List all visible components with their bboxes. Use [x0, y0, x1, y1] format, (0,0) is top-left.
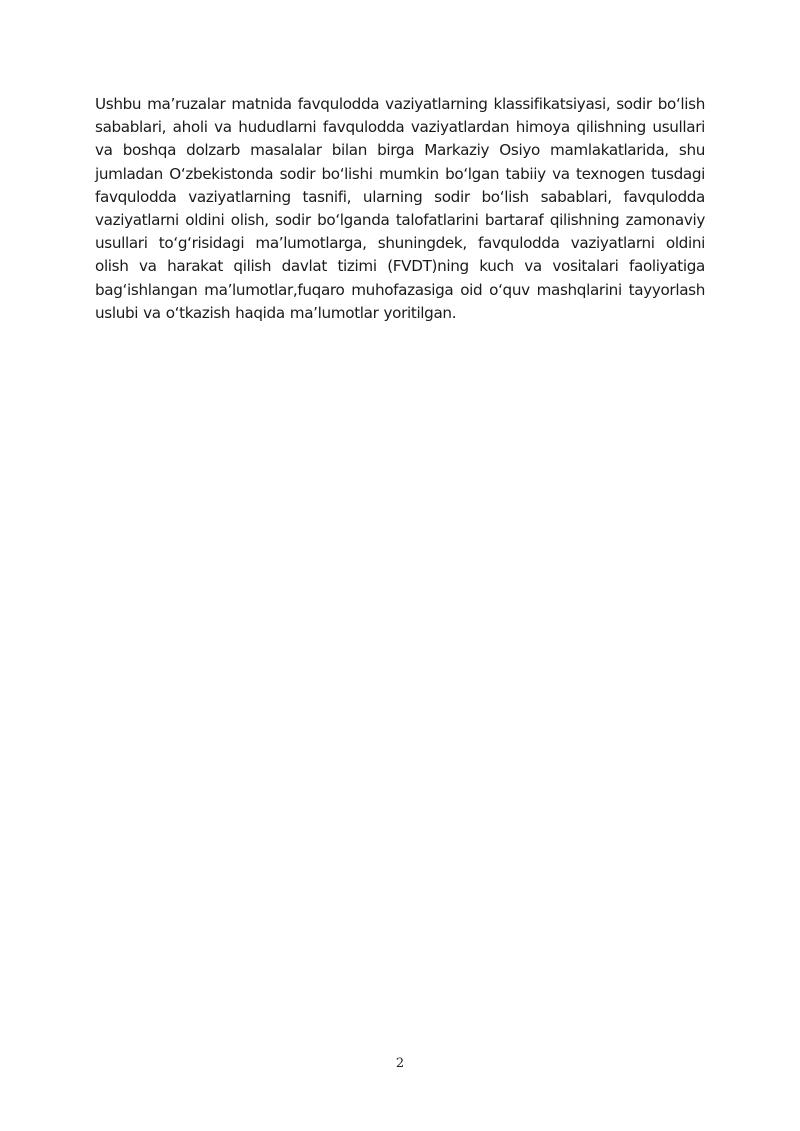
page-number: 2	[395, 1056, 405, 1071]
body-paragraph: Ushbu ma’ruzalar matnida favqulodda vaziyatlarning klassifikatsiyasi, sodir bo‘lish sabablari, aholi va hududlarni favqulodda vaziyatlardan himoya qilishning usullari va boshqa dolzarb masalalar bilan birga Markaziy Osiyo mamlakatlarida, shu jumladan O‘zbekistonda sodir bo‘lishi mumkin bo‘lgan tabiiy va texnogen tusdagi favqulodda vaziyatlarning tasnifi, ularning sodir bo‘lish sabablari, favqulodda vaziyatlarni oldini olish, sodir bo‘lganda talofatlarini bartaraf qilishning zamonaviy usullari to‘g‘risidagi ma’lumotlarga, shuningdek, favqulodda vaziyatlarni oldini olish va harakat qilish davlat tizimi (FVDT)ning kuch va vositalari faoliyatiga bag‘ishlangan ma’lumotlar,fuqaro muhofazasiga oid o‘quv mashqlarini tayyorlash uslubi va o‘tkazish haqida ma’lumotlar yoritilgan.	[95, 95, 705, 322]
